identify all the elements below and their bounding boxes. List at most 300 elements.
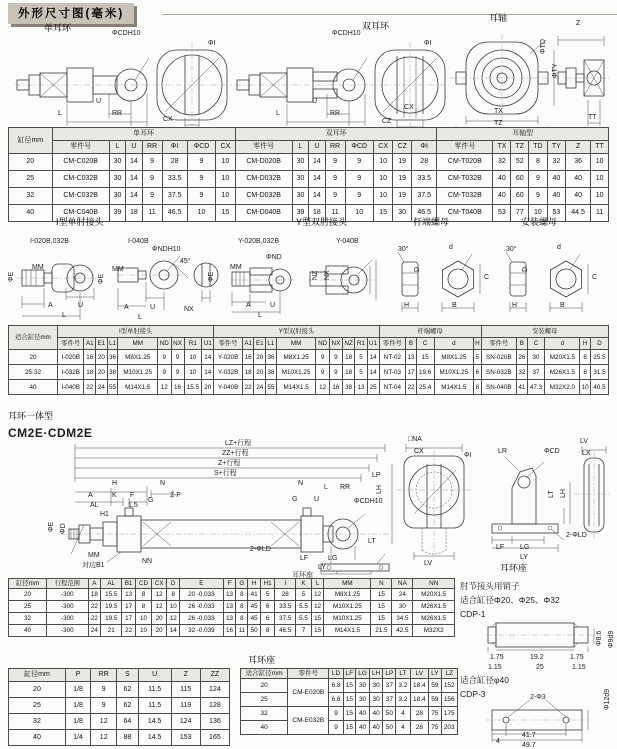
cell: 30 — [393, 205, 412, 222]
header-cell: CX — [151, 579, 166, 589]
cell: 8 — [580, 365, 591, 380]
cell: 175 — [441, 707, 458, 721]
dim-label: TZ — [494, 120, 503, 127]
dim-label: D — [414, 266, 421, 272]
header-cell: ΦCD — [187, 141, 215, 154]
cell: 55 — [107, 380, 118, 395]
cell: 9 — [529, 188, 548, 205]
header-cell: L — [292, 141, 308, 154]
cell: 47.3 — [527, 380, 545, 395]
cell: 14 — [202, 350, 214, 365]
header-cell: NZ — [342, 338, 355, 350]
dim-label: 4 — [496, 738, 500, 745]
clevis-front-detail — [386, 444, 478, 564]
cell: 16 — [329, 380, 342, 395]
header-cell: C — [527, 338, 545, 350]
cell: 44.5 — [565, 205, 590, 222]
cell: 10 — [345, 205, 373, 222]
dim-label: Φ8.6 — [596, 630, 603, 646]
cell: 10 — [591, 154, 609, 171]
header-cell: E — [180, 579, 224, 589]
dim-label: 49.7 — [522, 742, 536, 749]
cell: 25.5 — [591, 350, 609, 365]
cell: 20 -0.033 — [180, 589, 224, 601]
single-clevis-drawing — [15, 34, 235, 134]
header-cell: 缸径mm — [9, 579, 47, 589]
dim-label: 45° — [180, 258, 191, 265]
cell: Y-032B — [214, 365, 243, 380]
dim-label: L — [324, 484, 328, 491]
table-row — [9, 128, 609, 141]
header-cell: LY — [429, 669, 441, 679]
header-cell: 安装螺母 — [481, 326, 608, 338]
table-row — [9, 350, 609, 365]
cell: 34.5 — [392, 613, 413, 625]
table-row — [9, 601, 455, 613]
header-cell: H — [474, 338, 481, 350]
table-row — [9, 613, 455, 625]
header-cell: R1 — [355, 338, 367, 350]
cell: 30 — [356, 679, 370, 693]
cell: 10 — [187, 205, 215, 222]
cell: 5 — [260, 589, 274, 601]
cell: 14 — [367, 365, 379, 380]
cell: M8X1.25 — [276, 350, 316, 365]
cell: 14 — [126, 171, 142, 188]
cdp1-pin-drawing — [486, 620, 611, 652]
dim-label: D — [522, 266, 529, 272]
cell: M10X1.25 — [324, 601, 371, 613]
dim-label: 肘节接头用销子 — [460, 581, 520, 591]
cell: 13 — [406, 350, 417, 365]
cell: 9 — [187, 154, 215, 171]
cell: M8X1.25 — [434, 350, 474, 365]
dim-label: TX — [494, 108, 503, 115]
cell: 38 — [342, 380, 355, 395]
header-cell: 零件号 — [214, 338, 243, 350]
cell: I-040B — [57, 380, 84, 395]
cell: 10 — [184, 350, 202, 365]
cell: 40 — [9, 380, 58, 395]
cell: 36 — [266, 350, 277, 365]
cell: 9 — [158, 350, 171, 365]
cell: 5.5 — [296, 613, 311, 625]
cell: 10 — [135, 625, 151, 637]
cell: 9 — [329, 707, 343, 721]
cell: 3.2 — [396, 693, 410, 707]
dim-label: d — [557, 244, 561, 251]
cell: 37.5 — [162, 188, 187, 205]
cell: 1/8 — [65, 714, 90, 730]
dim-label: Φ9d9 — [608, 630, 615, 648]
cell: 6.8 — [329, 679, 343, 693]
cell: M26X1.5 — [545, 365, 580, 380]
cell: 16 — [171, 380, 184, 395]
cell: 11 — [142, 205, 162, 222]
dim-label: 19.2 — [530, 654, 544, 661]
dim-label: LR — [498, 448, 507, 455]
header-cell: A1 — [242, 338, 254, 350]
cell: 20 — [9, 154, 53, 171]
cell: 10 — [591, 188, 609, 205]
cell: 15 — [343, 721, 356, 735]
dim-label: 耳环一体型 — [8, 411, 54, 421]
dim-label: LZ+行程 — [225, 440, 252, 447]
dim-label: ΦD — [60, 523, 67, 534]
dim-label: CZ — [382, 118, 392, 125]
cell: 22 — [406, 380, 417, 395]
cell: 21 — [101, 625, 122, 637]
cell: 40 — [547, 171, 565, 188]
cell: 8 — [260, 625, 274, 637]
cell: M10X1.25 — [324, 613, 371, 625]
cell: 40 — [9, 625, 47, 637]
dim-label: U — [96, 98, 102, 105]
cell: 8 — [135, 601, 151, 613]
dim-label: 耳环座 — [500, 563, 528, 573]
cell: 12 — [311, 601, 324, 613]
dim-label: ΦE — [98, 273, 105, 284]
header-cell: L1 — [107, 338, 118, 350]
cell: 9 — [345, 188, 373, 205]
dim-label: NX — [184, 306, 194, 313]
header-cell: 零件号 — [235, 141, 292, 154]
cell: -300 — [47, 601, 88, 613]
cell: 25·32 — [9, 365, 58, 380]
cell: CM-D020B — [235, 154, 292, 171]
cell: 40 — [493, 171, 511, 188]
cell: 41 — [517, 380, 528, 395]
cell: 9 — [142, 188, 162, 205]
cell: 22 — [122, 625, 136, 637]
dim-label: 2-Φ3 — [530, 694, 546, 701]
cell: 12 — [91, 714, 117, 730]
cell: 9 — [171, 350, 184, 365]
cell: 9 — [325, 188, 345, 205]
cell: 9 — [329, 350, 342, 365]
cell: 40 — [9, 730, 66, 746]
cell: 53 — [493, 205, 511, 222]
header-cell: ΦI — [162, 141, 187, 154]
dim-label: CDP-1 — [460, 609, 486, 619]
dim-label: ΦE — [208, 271, 215, 282]
cell: 9 — [187, 188, 215, 205]
dim-label: LY — [318, 564, 327, 571]
dim-label: 41.7 — [522, 732, 536, 739]
dim-label: 适合缸径φ40 — [460, 675, 509, 685]
dim-label: LH — [560, 489, 567, 498]
cell: 25 — [9, 601, 47, 613]
header-cell: K — [296, 579, 311, 589]
cell: 19 — [393, 154, 412, 171]
cell: 40 — [356, 707, 370, 721]
joint-and-nut-section — [0, 218, 617, 324]
header-cell: 耳轴型 — [437, 128, 609, 141]
cell: 28 — [410, 707, 429, 721]
cell: 21.5 — [371, 625, 392, 637]
i-type-knuckle-drawing — [18, 244, 228, 324]
cell: 15 — [373, 205, 392, 222]
cell: 124 — [200, 682, 229, 698]
header-cell: LF — [343, 669, 356, 679]
table-row — [9, 589, 455, 601]
cell: 153 — [171, 730, 200, 746]
dim-label: ΦND — [266, 254, 282, 261]
cell: CM-E032B — [288, 707, 329, 735]
cell: 136 — [200, 714, 229, 730]
header-cell: A1 — [84, 338, 96, 350]
cell: 115 — [171, 682, 200, 698]
cell: 17 — [122, 613, 136, 625]
cell: 32 — [9, 613, 47, 625]
cell: 45 — [248, 613, 261, 625]
header-cell: U — [309, 141, 325, 154]
cell: 30 — [392, 601, 413, 613]
cell: 17 — [122, 601, 136, 613]
table — [8, 325, 609, 395]
table-row — [9, 365, 609, 380]
header-cell: LP — [383, 669, 396, 679]
dim-label: N — [160, 480, 166, 487]
cell: 15 — [371, 601, 392, 613]
cell: M14X1.5 — [324, 625, 371, 637]
dim-label: 1.75 — [490, 654, 504, 661]
cell: 19.6 — [416, 365, 434, 380]
dim-label: L — [138, 314, 142, 321]
dim-label: H — [112, 480, 118, 487]
cell: 53 — [547, 205, 565, 222]
cell: 1/4 — [65, 730, 90, 746]
cell: 32 — [241, 707, 288, 721]
dim-label: MM — [230, 264, 242, 271]
cell: SN-032B — [481, 365, 516, 380]
cell: 10 — [167, 601, 180, 613]
cell: 14 — [126, 188, 142, 205]
cell: M26X1.5 — [413, 601, 455, 613]
cell: 11 — [236, 625, 248, 637]
cell: 20 — [254, 365, 266, 380]
cell: 60 — [511, 188, 529, 205]
header-cell: U1 — [367, 338, 379, 350]
header-cell: N — [371, 579, 392, 589]
dim-label: U — [78, 302, 84, 309]
clevis-base-table-title: 耳环座 — [248, 655, 276, 665]
table-row — [9, 338, 609, 350]
trunnion-drawing — [450, 30, 610, 135]
cell: M10X1.25 — [118, 365, 158, 380]
cell: 22 — [84, 380, 96, 395]
dim-label: ΦTD — [540, 39, 547, 54]
cell: 9 — [316, 365, 329, 380]
dim-label: 2-ΦLD — [250, 546, 271, 553]
cell: 203 — [441, 721, 458, 735]
header-cell: MM — [118, 338, 158, 350]
header-cell: 双耳环 — [235, 128, 437, 141]
cell: SN-040B — [481, 380, 516, 395]
cell: CM-D032B — [235, 188, 292, 205]
dim-label: I型单肘接头 — [56, 217, 104, 227]
dim-label: LF — [496, 544, 505, 551]
dim-label: 30° — [398, 246, 409, 253]
cell: CM-T032B — [437, 171, 493, 188]
header-cell: ND — [158, 338, 171, 350]
cell: 30 — [109, 188, 125, 205]
cell: -300 — [47, 613, 88, 625]
cell: 9 — [158, 365, 171, 380]
cell: 18 — [84, 365, 96, 380]
cell: 9 — [325, 171, 345, 188]
header-cell: d — [434, 338, 474, 350]
header-cell: RR — [142, 141, 162, 154]
cell: 33.5 — [162, 171, 187, 188]
header-cell: CD — [135, 579, 151, 589]
dim-label: L — [258, 312, 262, 319]
cdp3-pin-drawing — [486, 696, 611, 742]
header-cell: NN — [413, 579, 455, 589]
dim-label: H — [404, 302, 410, 309]
dim-label: C — [484, 274, 490, 281]
dim-label: LY — [520, 554, 529, 561]
cell: 24 — [254, 380, 266, 395]
header-cell: CZ — [393, 141, 412, 154]
cell: NT-03 — [379, 365, 406, 380]
cell: 20 — [96, 350, 108, 365]
dim-label: A — [48, 302, 53, 309]
dim-label: ΦE — [8, 271, 15, 282]
cell: 10 — [135, 613, 151, 625]
cell: M32X2.0 — [545, 380, 580, 395]
dim-label: Z — [576, 20, 581, 27]
cell: CM-T020B — [437, 154, 493, 171]
dim-label: L — [62, 312, 66, 319]
header-cell: S — [117, 669, 138, 682]
header-cell: NA — [392, 579, 413, 589]
cell: 10 — [591, 171, 609, 188]
header-cell: 缸径mm — [9, 669, 66, 682]
cell: 12 — [151, 601, 166, 613]
dim-label: B — [560, 302, 565, 309]
cell: 5 — [355, 350, 367, 365]
cm2e-dimension-table — [8, 578, 455, 637]
cell: 13 — [223, 589, 236, 601]
dim-label: LF — [300, 555, 309, 562]
cell: 10 — [580, 380, 591, 395]
cell: 6 — [260, 601, 274, 613]
dim-label: L — [276, 110, 280, 117]
table — [8, 127, 609, 222]
header-cell: TT — [591, 141, 609, 154]
cell: -300 — [47, 589, 88, 601]
cell: 46.5 — [275, 625, 296, 637]
dim-label: 2-P — [170, 492, 181, 499]
cell: SN-020B — [481, 350, 516, 365]
cell: 39 — [292, 205, 308, 222]
cell: Y-020B — [214, 350, 243, 365]
clevis-bracket-side-detail — [486, 448, 571, 556]
cell: 11.5 — [138, 698, 171, 714]
header-cell: R1 — [184, 338, 202, 350]
dim-label: Y-020B,032B — [238, 238, 279, 245]
table-row — [9, 669, 230, 682]
cell: 14 — [167, 625, 180, 637]
header-cell: 适合缸径mm — [241, 669, 288, 679]
cell: 15.5 — [184, 380, 202, 395]
cell: CM-C040B — [52, 205, 109, 222]
double-clevis-drawing — [235, 34, 450, 134]
cell: 25 — [241, 693, 288, 707]
cell: 26 — [517, 350, 528, 365]
dim-label: LX — [582, 450, 591, 457]
cell: 28 — [275, 589, 296, 601]
header-cell: LD — [329, 669, 343, 679]
header-cell: CX — [216, 141, 235, 154]
cell: 30 — [369, 679, 382, 693]
cell: CM-D032B — [235, 171, 292, 188]
cell: 9 — [91, 682, 117, 698]
cell: 42.5 — [392, 625, 413, 637]
y-type-knuckle-drawing — [230, 244, 380, 324]
dim-label: LH — [376, 485, 383, 494]
dim-label: 1.75 — [570, 654, 584, 661]
cell: 30 — [109, 171, 125, 188]
cell: 40 — [547, 188, 565, 205]
dim-label: H1 — [100, 511, 109, 518]
cell: 14 — [309, 154, 325, 171]
cell: 15 — [371, 589, 392, 601]
cell: CM-T040B — [437, 205, 493, 222]
dim-label: A — [246, 302, 251, 309]
header-cell: TY — [547, 141, 565, 154]
page-title: 外形尺寸图(毫米) — [8, 3, 134, 24]
dim-label: ΦCDH10 — [354, 498, 383, 505]
cell: 60 — [511, 171, 529, 188]
cell: 10 — [529, 205, 548, 222]
header-cell: L — [109, 141, 125, 154]
header-cell: LH — [369, 669, 382, 679]
top-drawings-section — [0, 12, 617, 127]
dim-label: ΦCDH10 — [332, 30, 361, 37]
cell: 26 -0.033 — [180, 613, 224, 625]
cell: 39 — [109, 205, 125, 222]
header-cell: A — [88, 579, 101, 589]
dim-label: F — [130, 492, 135, 499]
cell: 13 — [355, 380, 367, 395]
dim-label: 30° — [506, 246, 517, 253]
table-row — [241, 721, 458, 735]
header-cell: E1 — [254, 338, 266, 350]
cell: 38 — [107, 365, 118, 380]
mount-accessory-dimension-table — [8, 127, 609, 222]
cell: M14X1.5 — [276, 380, 316, 395]
header-cell: RR — [91, 669, 117, 682]
cell: 4 — [396, 707, 410, 721]
cell: I-020B — [57, 350, 84, 365]
cell: CM-C032B — [52, 188, 109, 205]
cell: M26X1.5 — [413, 613, 455, 625]
cell: 5 — [296, 589, 311, 601]
cell: M14X1.5 — [118, 380, 158, 395]
cell: 32 — [493, 154, 511, 171]
cell: 30 — [292, 171, 308, 188]
cell: M14X1.5 — [434, 380, 474, 395]
cell: 32 — [9, 714, 66, 730]
table-row — [241, 707, 458, 721]
cell: 18 — [342, 365, 355, 380]
cell: 8 — [135, 589, 151, 601]
cell: 18.4 — [410, 679, 429, 693]
table-row — [9, 625, 455, 637]
header-cell: Y型双肘接头 — [214, 326, 379, 338]
